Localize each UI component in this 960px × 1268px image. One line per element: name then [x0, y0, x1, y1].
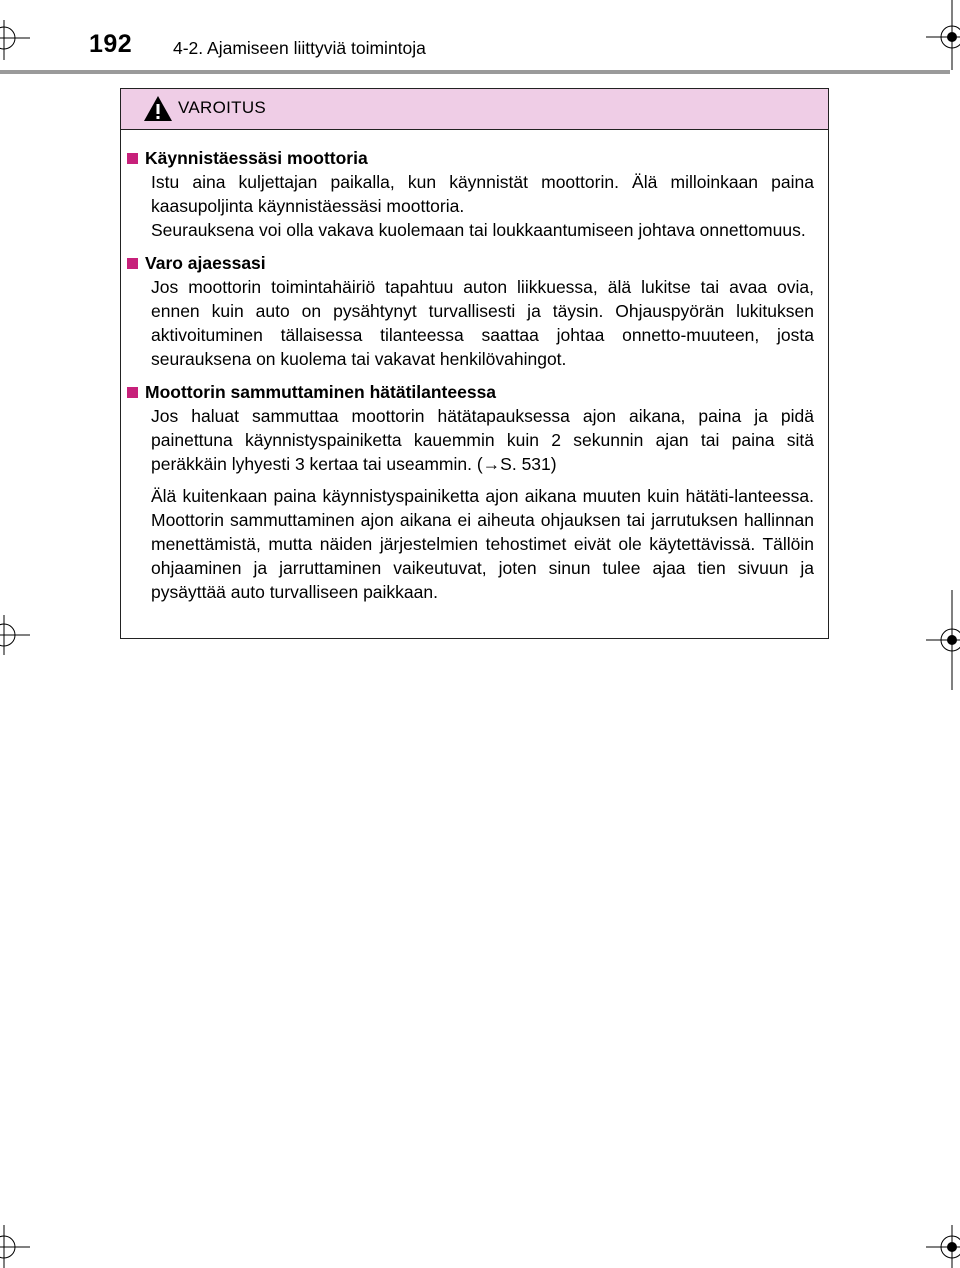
item-heading — [127, 146, 814, 170]
warning-item — [127, 146, 814, 242]
bullet-square-icon — [127, 258, 138, 269]
crop-mark-bottom-right — [926, 1225, 960, 1268]
warning-triangle-icon — [143, 95, 173, 122]
item-heading-text: Käynnistäessäsi moottoria — [145, 148, 368, 168]
item-paragraph: Jos moottorin toimintahäiriö tapahtuu auton liikkuessa, älä lukitse tai avaa ovia, ennen kuin auto on pysähtynyt turvallisesti ja täysin. Ohjauspyörän lukituksen aktivoituminen tällaisessa tilanteessa saattaa johtaa onnetto-muuteen, josta seurauksena on kuolema tai vakavat henkilövahingot. — [151, 277, 814, 369]
section-title: 4-2. Ajamiseen liittyviä toimintoja — [173, 38, 426, 58]
warning-item — [127, 380, 814, 604]
warning-item — [127, 251, 814, 371]
item-paragraph: Jos haluat sammuttaa moottorin hätätapauksessa ajon aikana, paina ja pidä painettuna käynnistyspainiketta kauemmin kuin 2 sekunnin ajan tai paina sitä peräkkäin lyhyesti 3 kertaa tai useammin. (→S. 531) — [151, 406, 814, 474]
crop-mark-top-left — [0, 20, 30, 60]
item-heading — [127, 251, 814, 275]
crop-mark-top-right — [926, 0, 960, 70]
warning-body — [121, 130, 828, 604]
item-paragraph: Istu aina kuljettajan paikalla, kun käynnistät moottorin. Älä milloinkaan paina kaasupoljinta käynnistäessäsi moottoria. — [151, 172, 814, 216]
warning-header — [121, 89, 828, 130]
item-heading — [127, 380, 814, 404]
crop-mark-bottom-left — [0, 1225, 30, 1268]
item-paragraph: Seurauksena voi olla vakava kuolemaan tai loukkaantumiseen johtava onnettomuus. — [151, 220, 806, 240]
crop-mark-mid-left — [0, 615, 30, 655]
item-heading-text: Varo ajaessasi — [145, 253, 266, 273]
page-number: 192 — [89, 30, 133, 58]
bullet-square-icon — [127, 387, 138, 398]
bullet-square-icon — [127, 153, 138, 164]
warning-box — [120, 88, 829, 639]
item-heading-text: Moottorin sammuttaminen hätätilanteessa — [145, 382, 497, 402]
crop-mark-mid-right — [926, 590, 960, 690]
item-paragraph: Älä kuitenkaan paina käynnistyspainiketta ajon aikana muuten kuin hätäti-lanteessa. Moottorin sammuttaminen ajon aikana ei aiheuta ohjauksen tai jarrutuksen hallinnan menettämistä, mutta näiden järjestelmien tehostimet eivät ole käytettävissä. Tällöin ohjaaminen ja jarruttaminen vaikeutuvat, joten sinun tulee ajaa tien sivuun ja pysäyttää auto turvalliseen paikkaan. — [151, 486, 814, 602]
header-rule — [0, 70, 950, 74]
warning-title: VAROITUS — [178, 98, 267, 117]
